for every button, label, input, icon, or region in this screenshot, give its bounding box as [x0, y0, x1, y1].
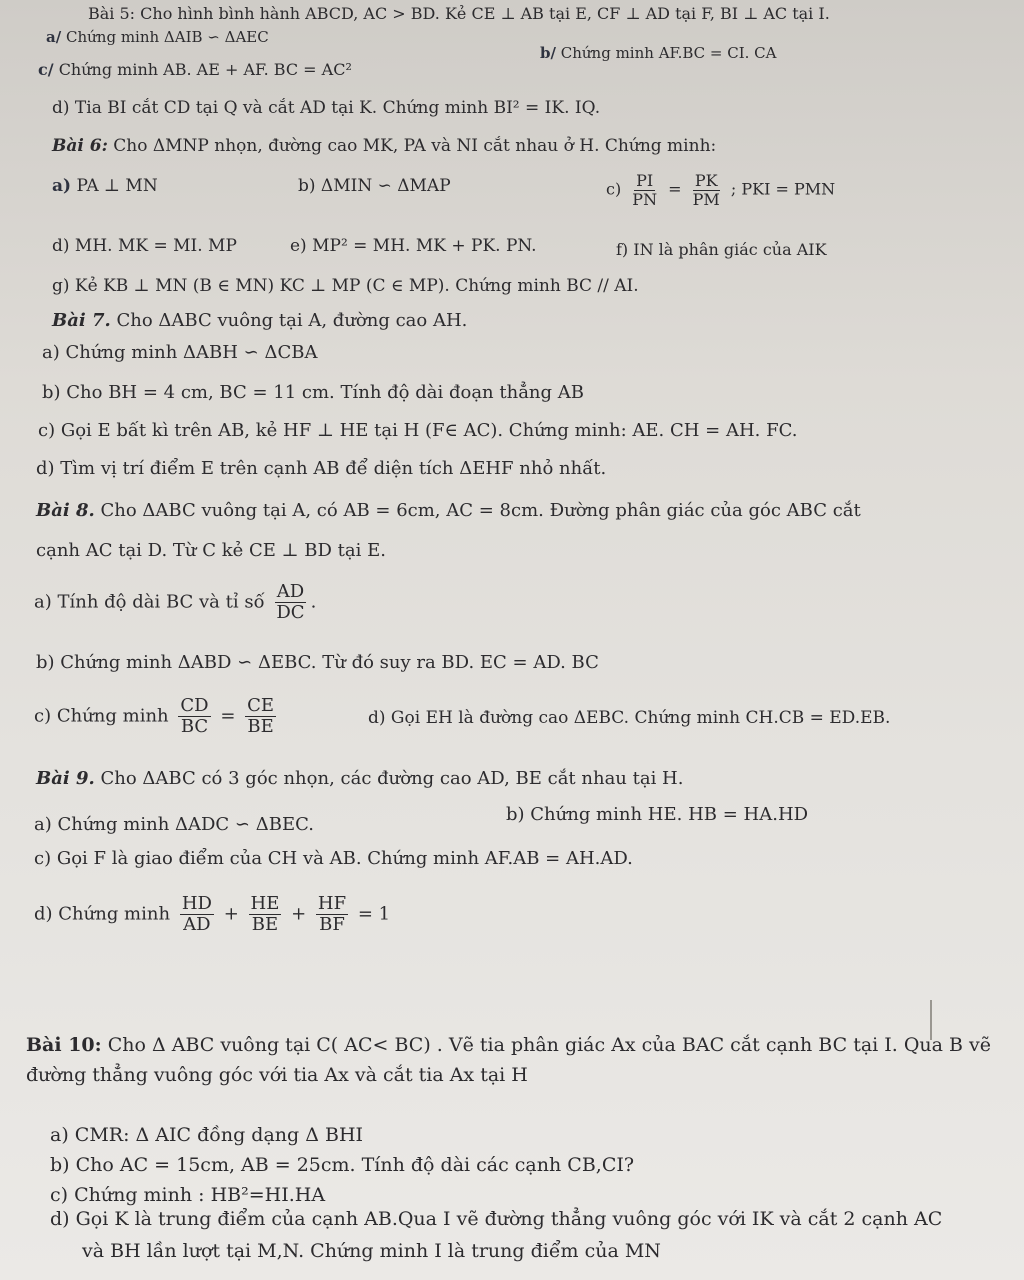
b9-c: c) Gọi F là giao điểm của CH và AB. Chứng minh AF.AB = AH.AD.	[34, 848, 633, 869]
b10-intro: Bài 10: Cho Δ ABC vuông tại C( AC< BC) . Vẽ tia phân giác Ax của BAC cắt cạnh BC tại I. Qua B vẽ	[26, 1034, 992, 1056]
b7-b: b) Cho BH = 4 cm, BC = 11 cm. Tính độ dài đoạn thẳng AB	[42, 382, 584, 403]
b9-d: d) Chứng minh $\frac{HD}{AD}$ + $\frac{HE}{BE}$ + $\frac{HF}{BF}$ = 1	[34, 893, 391, 935]
b9-intro: Bài 9. Cho ΔABC có 3 góc nhọn, các đường cao AD, BE cắt nhau tại H.	[36, 768, 684, 789]
b10-b: b) Cho AC = 15cm, AB = 25cm. Tính độ dài các cạnh CB,CI?	[50, 1154, 635, 1176]
b10-d-2: và BH lần lượt tại M,N. Chứng minh I là trung điểm của MN	[82, 1240, 661, 1262]
b6-intro: Bài 6: Cho ΔMNP nhọn, đường cao MK, PA và NI cắt nhau ở H. Chứng minh:	[52, 136, 717, 156]
checkmark-icon: b/	[540, 44, 556, 62]
b7-a: a) Chứng minh ΔABH ∽ ΔCBA	[42, 342, 318, 363]
b10-c: c) Chứng minh : HB²=HI.HA	[50, 1184, 326, 1206]
b6-c: c) $\frac{PI}{PN}$ = $\frac{PK}{PM}$ ; PKI = PMN	[606, 171, 836, 209]
fraction: $\frac{HE}{BE}$	[250, 893, 280, 935]
checkmark-icon: a/	[46, 28, 62, 46]
b5-a: a/ Chứng minh ΔAIB ∽ ΔAEC	[46, 28, 269, 46]
fraction: $\frac{CE}{BE}$	[247, 695, 275, 737]
b10-a: a) CMR: Δ AIC đồng dạng Δ BHI	[50, 1124, 364, 1146]
b7-intro: Bài 7. Cho ΔABC vuông tại A, đường cao AH.	[52, 310, 468, 331]
b9-b: b) Chứng minh HE. HB = HA.HD	[506, 804, 809, 825]
b6-f: f) IN là phân giác của AIK	[616, 240, 827, 259]
b6-a: a) PA ⊥ MN	[52, 176, 158, 196]
b6-g: g) Kẻ KB ⊥ MN (B ∈ MN) KC ⊥ MP (C ∈ MP). Chứng minh BC // AI.	[52, 276, 639, 296]
fraction: $\frac{PK}{PM}$	[692, 171, 720, 209]
fraction: $\frac{AD}{DC}$	[276, 581, 305, 623]
b5-b: b/ Chứng minh AF.BC = CI. CA	[540, 44, 777, 62]
b8-intro: Bài 8. Cho ΔABC vuông tại A, có AB = 6cm, AC = 8cm. Đường phân giác của góc ABC cắt	[36, 500, 861, 521]
b10-d: d) Gọi K là trung điểm của cạnh AB.Qua I vẽ đường thẳng vuông góc với IK và cắt 2 cạnh AC	[50, 1208, 943, 1230]
fraction: $\frac{HD}{AD}$	[181, 893, 212, 935]
crossed-out-mark-icon: a)	[52, 176, 72, 196]
b5-c: c/ Chứng minh AB. AE + AF. BC = AC²	[38, 60, 352, 79]
b10-intro-2: đường thẳng vuông góc với tia Ax và cắt tia Ax tại H	[26, 1064, 528, 1086]
b8-b: b) Chứng minh ΔABD ∽ ΔEBC. Từ đó suy ra BD. EC = AD. BC	[36, 652, 599, 673]
fraction: $\frac{CD}{BC}$	[180, 695, 209, 737]
b8-c: c) Chứng minh $\frac{CD}{BC}$ = $\frac{CE}{BE}$	[34, 695, 275, 737]
b9-a: a) Chứng minh ΔADC ∽ ΔBEC.	[34, 814, 314, 835]
checkmark-icon: c/	[38, 60, 54, 79]
b8-d: d) Gọi EH là đường cao ΔEBC. Chứng minh CH.CB = ED.EB.	[368, 708, 891, 728]
fraction: $\frac{PI}{PN}$	[632, 171, 658, 209]
b8-a: a) Tính độ dài BC và tỉ số $\frac{AD}{DC}$ .	[34, 581, 317, 623]
b6-d: d) MH. MK = MI. MP	[52, 236, 237, 256]
b5-d: d) Tia BI cắt CD tại Q và cắt AD tại K. Chứng minh BI² = IK. IQ.	[52, 98, 601, 118]
fraction: $\frac{HF}{BF}$	[317, 893, 347, 935]
b6-e: e) MP² = MH. MK + PK. PN.	[290, 236, 537, 256]
b5-intro: Bài 5: Cho hình bình hành ABCD, AC > BD. Kẻ CE ⊥ AB tại E, CF ⊥ AD tại F, BI ⊥ AC tại I.	[88, 4, 830, 23]
b7-d: d) Tìm vị trí điểm E trên cạnh AB để diện tích ΔEHF nhỏ nhất.	[36, 458, 607, 479]
b6-b: b) ΔMIN ∽ ΔMAP	[298, 176, 451, 196]
b8-intro-2: cạnh AC tại D. Từ C kẻ CE ⊥ BD tại E.	[36, 540, 386, 561]
b7-c: c) Gọi E bất kì trên AB, kẻ HF ⊥ HE tại H (F∈ AC). Chứng minh: AE. CH = AH. FC.	[38, 420, 798, 441]
